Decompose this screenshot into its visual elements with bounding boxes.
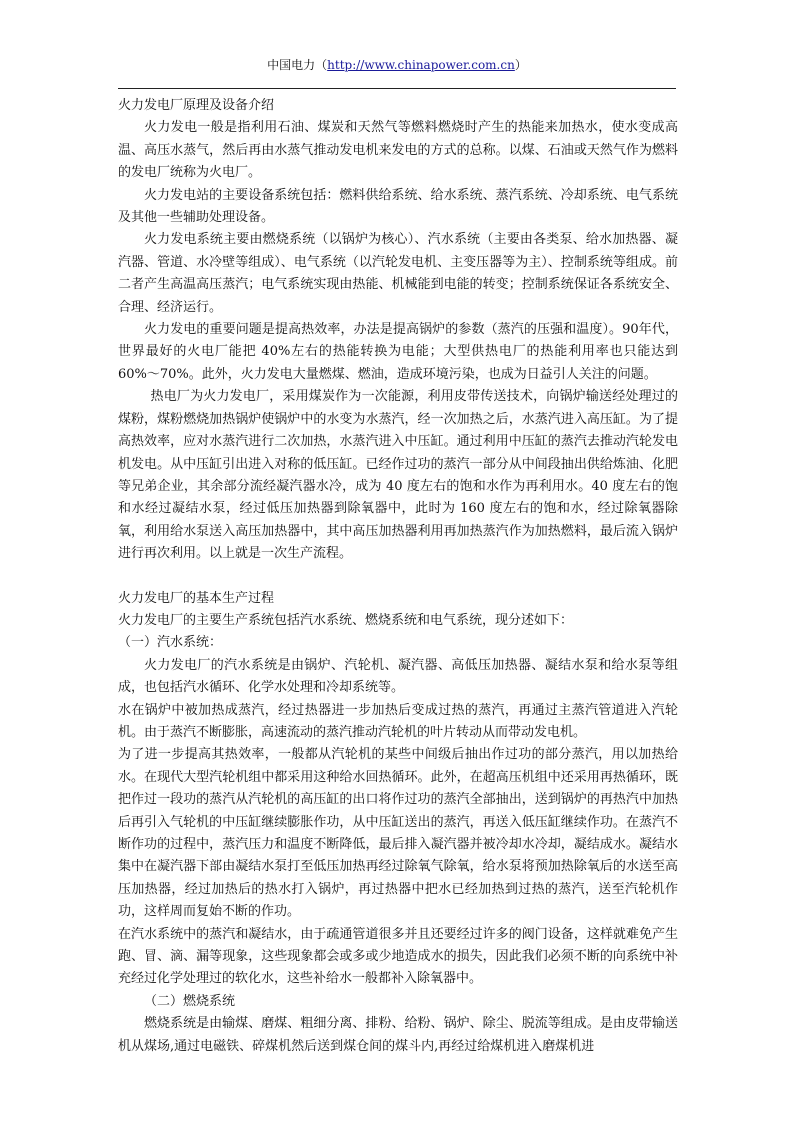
header-source-prefix: 中国电力（ (267, 58, 328, 72)
subsection-title-combustion: （二）燃烧系统 (144, 993, 236, 1009)
process-paragraph: 热电厂为火力发电厂，采用煤炭作为一次能源，利用皮带传送技术，向锅炉输送经处理过的煤粉，煤粉燃烧加热锅炉使锅炉中的水变为水蒸汽，经一次加热之后，水蒸汽进入高压缸。为了提高热效率，应对水蒸汽进行二次加热，水蒸汽进入中压缸。通过利用中压缸的蒸汽去推动汽轮发电机发电。从中压缸引出进入对称的低压缸。已经作过功的蒸汽一部分从中间段抽出供给炼油、化肥等兄弟企业，其余部分流经凝汽器水冷，成为 40 度左右的饱和水作为再利用水。40 度左右的饱和水经过凝结水泵，经过低压加热器到除氧器中，此时为 160 度左右的饱和水，经过除氧器除氧，利用给水泵送入高压加热器中，其中高压加热器利用再加热蒸汽作为加热燃料，最后流入锅炉进行再次利用。以上就是一次生产流程。 (118, 389, 678, 562)
section-lead: 火力发电厂的主要生产系统包括汽水系统、燃烧系统和电气系统，现分述如下： (118, 612, 574, 628)
steam-water-paragraph-3: 为了进一步提高其热效率，一般都从汽轮机的某些中间级后抽出作过功的部分蒸汽，用以加热给水。在现代大型汽轮机组中都采用这种给水回热循环。此外，在超高压机组中还采用再热循环，既把作过一段功的蒸汽从汽轮机的高压缸的出口将作过功的蒸汽全部抽出，送到锅炉的再热汽中加热后再引入气轮机的中压缸继续膨胀作功，从中压缸送出的蒸汽，再送入低压缸继续作功。在蒸汽不断作功的过程中，蒸汽压力和温度不断降低，最后排入凝汽器并被冷却水冷却，凝结成水。凝结水集中在凝汽器下部由凝结水泵打至低压加热再经过除氧气除氧，给水泵将预加热除氧后的水送至高压加热器，经过加热后的热水打入锅炉，再过热器中把水已经加热到过热的蒸汽，送至汽轮机作功，这样周而复始不断的作功。 (118, 747, 678, 920)
subsection-title-steam-water: （一）汽水系统： (118, 635, 223, 651)
header-divider (118, 88, 676, 89)
document-title: 火力发电厂原理及设备介绍 (118, 98, 275, 113)
intro-paragraph-2: 火力发电站的主要设备系统包括：燃料供给系统、给水系统、蒸汽系统、冷却系统、电气系统及其他一些辅助处理设备。 (118, 187, 678, 226)
combustion-paragraph: 燃烧系统是由输煤、磨煤、粗细分离、排粉、给粉、锅炉、除尘、脱流等组成。是由皮带输送机从煤场,通过电磁铁、碎煤机然后送到煤仓间的煤斗内,再经过给煤机进入磨煤机进 (118, 1016, 678, 1054)
source-link[interactable]: http://www.chinapower.com.cn (327, 58, 515, 72)
steam-water-paragraph-2: 水在锅炉中被加热成蒸汽，经过热器进一步加热后变成过热的蒸汽，再通过主蒸汽管道进入汽轮机。由于蒸汽不断膨胀，高速流动的蒸汽推动汽轮机的叶片转动从而带动发电机。 (118, 702, 678, 740)
document-body (118, 95, 678, 1058)
steam-water-paragraph-1: 火力发电厂的汽水系统是由锅炉、汽轮机、凝汽器、高低压加热器、凝结水泵和给水泵等组成，也包括汽水循环、化学水处理和冷却系统等。 (118, 657, 678, 696)
page-header (0, 57, 794, 73)
steam-water-paragraph-4: 在汽水系统中的蒸汽和凝结水，由于疏通管道很多并且还要经过许多的阀门设备，这样就难免产生跑、冒、滴、漏等现象，这些现象都会或多或少地造成水的损失，因此我们必须不断的向系统中补充经过化学处理过的软化水，这些补给水一般都补入除氧器中。 (118, 926, 678, 987)
header-source-suffix: ） (514, 58, 527, 72)
paragraph-gap (118, 566, 678, 588)
intro-paragraph-3: 火力发电系统主要由燃烧系统（以锅炉为核心）、汽水系统（主要由各类泵、给水加热器、凝汽器、管道、水冷壁等组成）、电气系统（以汽轮发电机、主变压器等为主）、控制系统等组成。前二者产生高温高压蒸汽；电气系统实现由热能、机械能到电能的转变；控制系统保证各系统安全、合理、经济运行。 (118, 232, 678, 315)
section-heading: 火力发电厂的基本生产过程 (118, 590, 275, 606)
intro-paragraph-4: 火力发电的重要问题是提高热效率，办法是提高锅炉的参数（蒸汽的压强和温度）。90年代，世界最好的火电厂能把 40%左右的热能转换为电能；大型供热电厂的热能利用率也只能达到 60%～70%。此外，火力发电大量燃煤、燃油，造成环境污染，也成为日益引人关注的问题。 (118, 322, 678, 382)
intro-paragraph-1: 火力发电一般是指利用石油、煤炭和天然气等燃料燃烧时产生的热能来加热水，使水变成高温、高压水蒸气，然后再由水蒸气推动发电机来发电的方式的总称。以煤、石油或天然气作为燃料的发电厂统称为火电厂。 (118, 120, 678, 181)
